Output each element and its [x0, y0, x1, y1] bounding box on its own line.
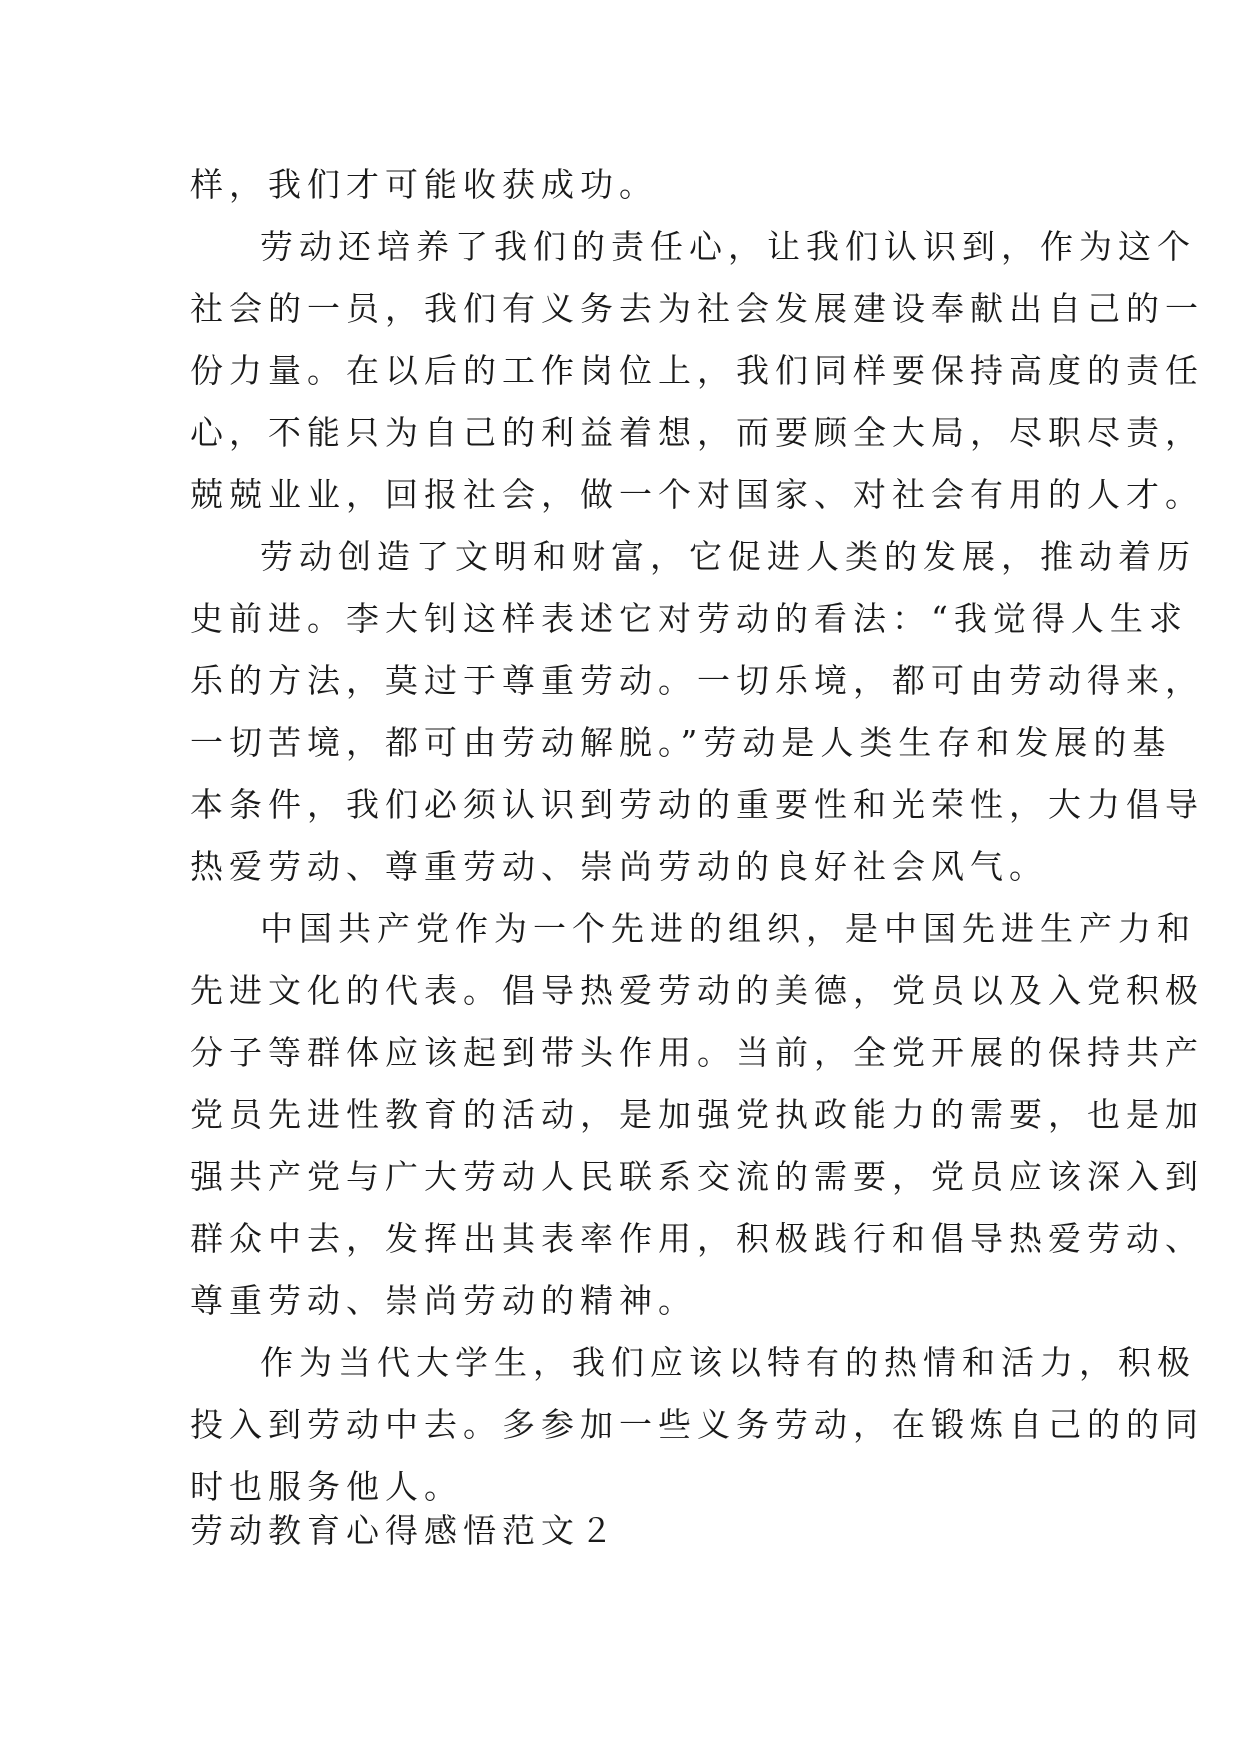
text-line: 分子等群体应该起到带头作用。当前，全党开展的保持共产 — [190, 1033, 1204, 1072]
text-line: 一切苦境，都可由劳动解脱。”劳动是人类生存和发展的基 — [190, 723, 1172, 762]
text-line: 时也服务他人。 — [190, 1467, 463, 1506]
text-line: 群众中去，发挥出其表率作用，积极践行和倡导热爱劳动、 — [190, 1219, 1204, 1258]
text-line: 乐的方法，莫过于尊重劳动。一切乐境，都可由劳动得来， — [190, 661, 1204, 700]
section-heading: 劳动教育心得感悟范文２ — [190, 1511, 619, 1550]
body-text — [190, 154, 1204, 1518]
text-line: 份力量。在以后的工作岗位上，我们同样要保持高度的责任 — [190, 351, 1204, 390]
text-line: 样，我们才可能收获成功。 — [190, 165, 658, 204]
text-line: 本条件，我们必须认识到劳动的重要性和光荣性，大力倡导 — [190, 785, 1204, 824]
paragraph-first-line: 作为当代大学生，我们应该以特有的热情和活力，积极 — [260, 1343, 1196, 1382]
text-line: 史前进。李大钊这样表述它对劳动的看法：“我觉得人生求 — [190, 599, 1188, 638]
text-line: 投入到劳动中去。多参加一些义务劳动，在锻炼自己的的同 — [190, 1405, 1204, 1444]
paragraph-first-line: 中国共产党作为一个先进的组织，是中国先进生产力和 — [260, 909, 1196, 948]
text-line: 心，不能只为自己的利益着想，而要顾全大局，尽职尽责， — [190, 413, 1204, 452]
text-line: 社会的一员，我们有义务去为社会发展建设奉献出自己的一 — [190, 289, 1204, 328]
text-line: 热爱劳动、尊重劳动、崇尚劳动的良好社会风气。 — [190, 847, 1048, 886]
text-line: 先进文化的代表。倡导热爱劳动的美德，党员以及入党积极 — [190, 971, 1204, 1010]
paragraph-first-line: 劳动还培养了我们的责任心，让我们认识到，作为这个 — [260, 227, 1196, 266]
text-line: 尊重劳动、崇尚劳动的精神。 — [190, 1281, 697, 1320]
text-line: 党员先进性教育的活动，是加强党执政能力的需要，也是加 — [190, 1095, 1204, 1134]
text-line: 强共产党与广大劳动人民联系交流的需要，党员应该深入到 — [190, 1157, 1204, 1196]
paragraph-first-line: 劳动创造了文明和财富，它促进人类的发展，推动着历 — [260, 537, 1196, 576]
text-line: 兢兢业业，回报社会，做一个对国家、对社会有用的人才。 — [190, 475, 1204, 514]
